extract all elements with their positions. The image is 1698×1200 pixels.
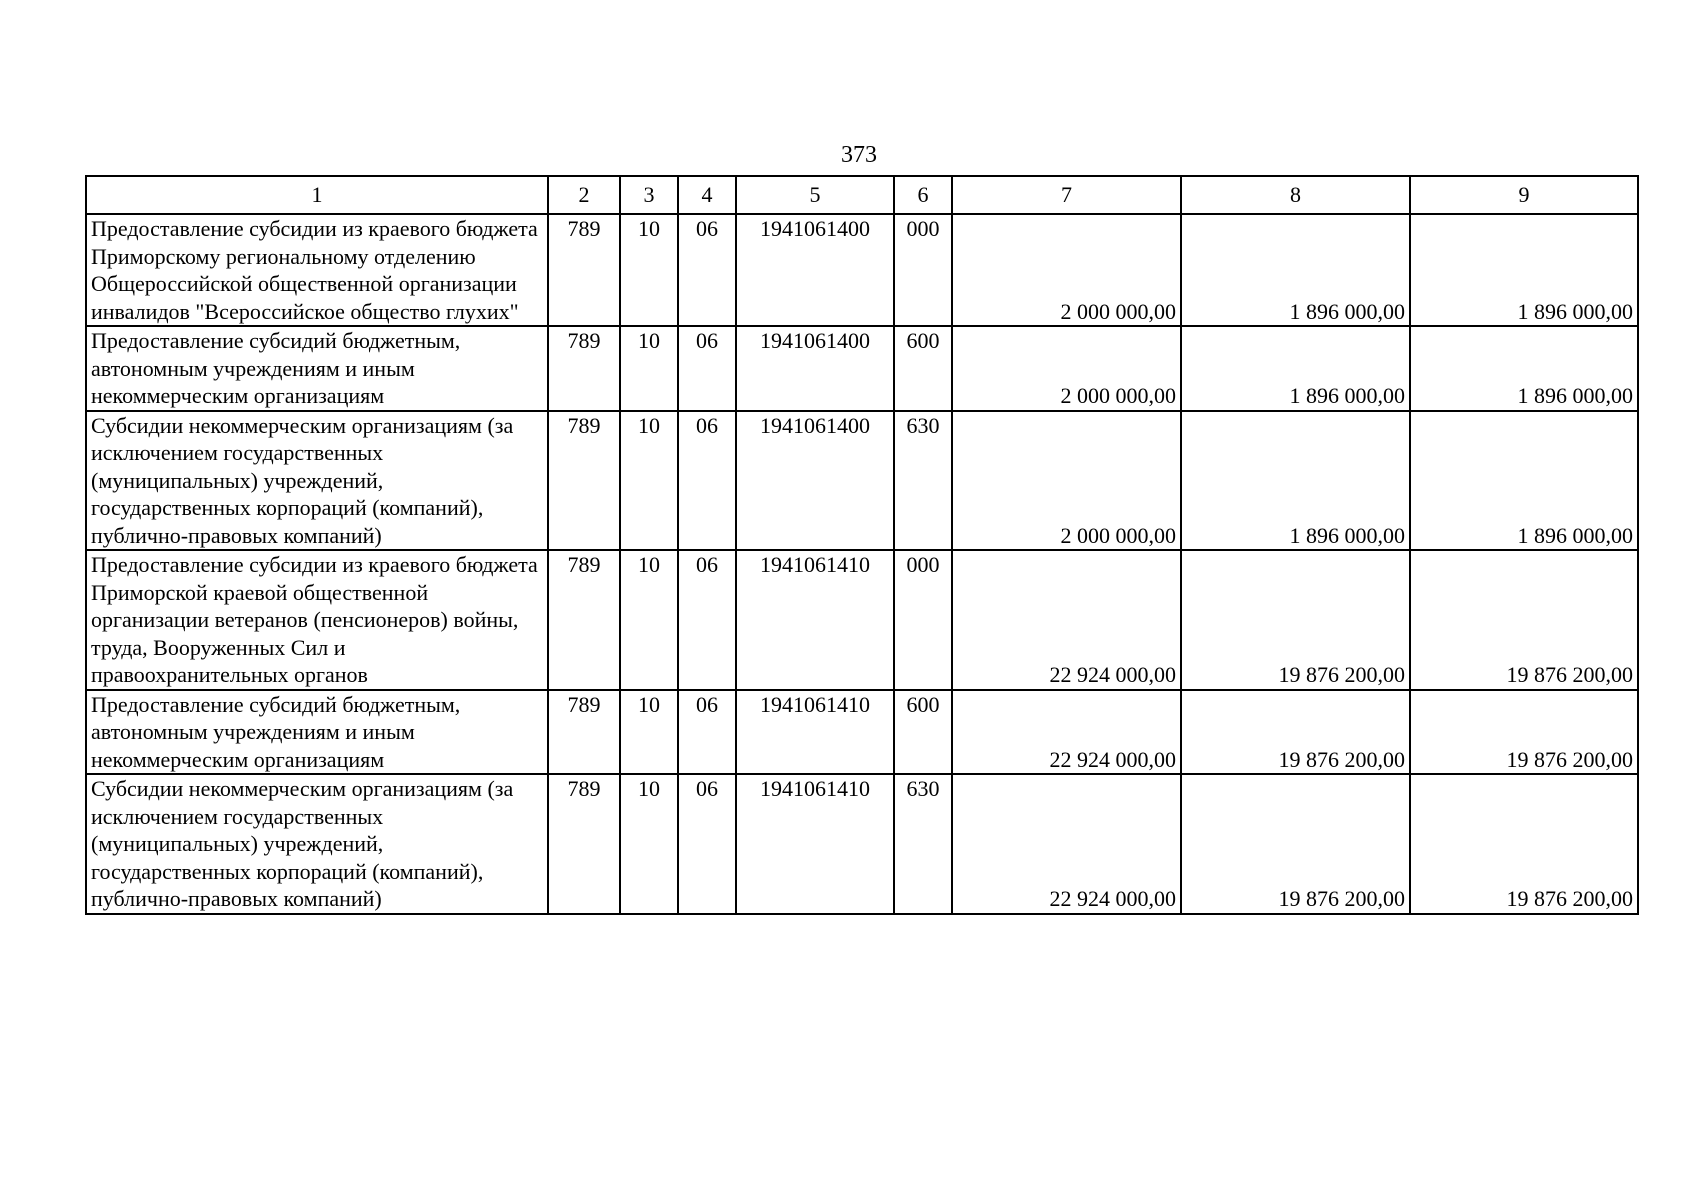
table-row [86,326,1638,411]
budget-table [85,175,1639,915]
column-header: 4 [678,176,736,214]
item-name: Предоставление субсидии из краевого бюджета Приморскому региональному отделению Общероссийской общественной организации инвалидов "Всероссийское общество глухих" [86,214,548,326]
amount-cell: 19 876 200,00 [1410,550,1638,690]
amount-cell: 1 896 000,00 [1410,411,1638,551]
column-header: 7 [952,176,1181,214]
amount-cell: 2 000 000,00 [952,214,1181,326]
code-cell: 06 [678,326,736,411]
code-cell: 000 [894,214,952,326]
code-cell: 789 [548,411,620,551]
code-cell: 630 [894,774,952,914]
amount-cell: 22 924 000,00 [952,774,1181,914]
column-header: 9 [1410,176,1638,214]
column-header: 6 [894,176,952,214]
column-header: 3 [620,176,678,214]
column-header: 2 [548,176,620,214]
code-cell: 06 [678,774,736,914]
code-cell: 06 [678,690,736,775]
code-cell: 789 [548,326,620,411]
amount-cell: 22 924 000,00 [952,690,1181,775]
amount-cell: 19 876 200,00 [1410,774,1638,914]
table-row [86,774,1638,914]
table-row [86,550,1638,690]
code-cell: 1941061400 [736,214,894,326]
code-cell: 000 [894,550,952,690]
table-row [86,690,1638,775]
amount-cell: 1 896 000,00 [1410,214,1638,326]
code-cell: 10 [620,214,678,326]
code-cell: 10 [620,774,678,914]
amount-cell: 1 896 000,00 [1181,326,1410,411]
code-cell: 789 [548,774,620,914]
code-cell: 06 [678,214,736,326]
code-cell: 789 [548,550,620,690]
amount-cell: 1 896 000,00 [1181,214,1410,326]
column-header: 1 [86,176,548,214]
amount-cell: 1 896 000,00 [1410,326,1638,411]
page-number: 373 [841,142,877,168]
code-cell: 630 [894,411,952,551]
column-header: 8 [1181,176,1410,214]
amount-cell: 19 876 200,00 [1410,690,1638,775]
code-cell: 1941061400 [736,326,894,411]
item-name: Предоставление субсидий бюджетным, автономным учреждениям и иным некоммерческим организациям [86,690,548,775]
code-cell: 1941061400 [736,411,894,551]
code-cell: 10 [620,690,678,775]
header-row [86,176,1638,214]
item-name: Субсидии некоммерческим организациям (за исключением государственных (муниципальных) учреждений, государственных корпораций (компаний), публично-правовых компаний) [86,411,548,551]
code-cell: 1941061410 [736,690,894,775]
amount-cell: 2 000 000,00 [952,326,1181,411]
item-name: Предоставление субсидий бюджетным, автономным учреждениям и иным некоммерческим организациям [86,326,548,411]
column-header: 5 [736,176,894,214]
item-name: Предоставление субсидии из краевого бюджета Приморской краевой общественной организации ветеранов (пенсионеров) войны, труда, Вооруженных Сил и правоохранительных органов [86,550,548,690]
code-cell: 789 [548,690,620,775]
table-row [86,214,1638,326]
amount-cell: 1 896 000,00 [1181,411,1410,551]
code-cell: 06 [678,411,736,551]
code-cell: 1941061410 [736,774,894,914]
amount-cell: 22 924 000,00 [952,550,1181,690]
amount-cell: 19 876 200,00 [1181,774,1410,914]
code-cell: 789 [548,214,620,326]
code-cell: 1941061410 [736,550,894,690]
amount-cell: 19 876 200,00 [1181,550,1410,690]
amount-cell: 2 000 000,00 [952,411,1181,551]
item-name: Субсидии некоммерческим организациям (за исключением государственных (муниципальных) учреждений, государственных корпораций (компаний), публично-правовых компаний) [86,774,548,914]
code-cell: 10 [620,550,678,690]
amount-cell: 19 876 200,00 [1181,690,1410,775]
code-cell: 10 [620,326,678,411]
code-cell: 10 [620,411,678,551]
code-cell: 06 [678,550,736,690]
code-cell: 600 [894,690,952,775]
table-row [86,411,1638,551]
code-cell: 600 [894,326,952,411]
